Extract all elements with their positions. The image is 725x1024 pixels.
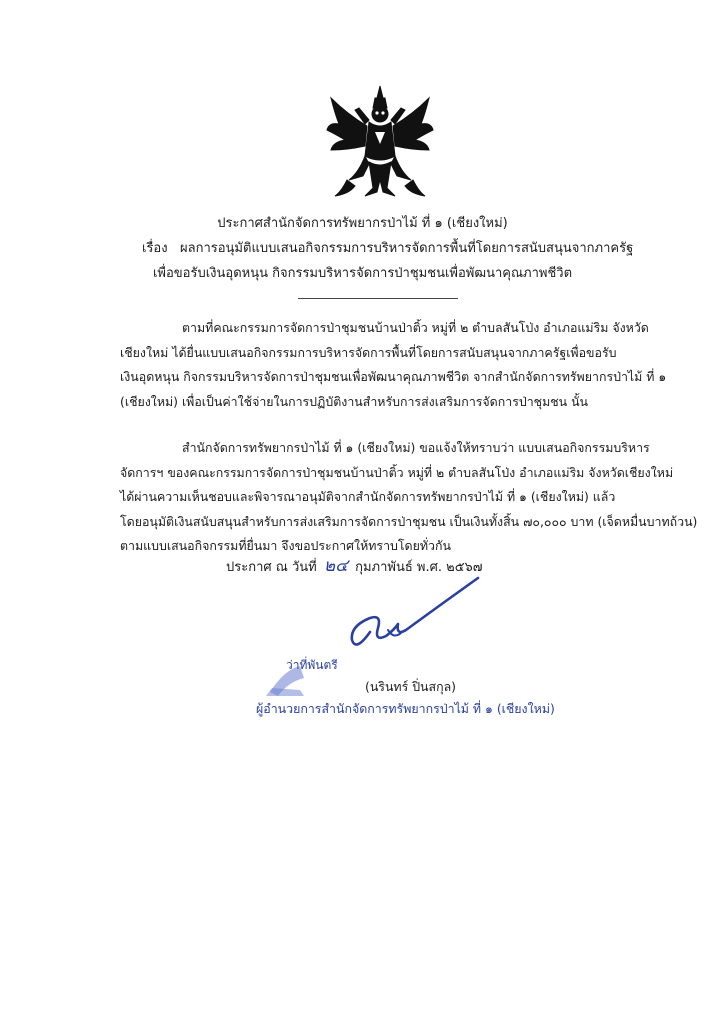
handwritten-day: ๒๔ [323, 556, 348, 576]
announcement-title: ประกาศสำนักจัดการทรัพยากรป่าไม้ ที่ ๑ (เชียงใหม่) [217, 216, 508, 231]
date-prefix: ประกาศ ณ วันที่ [226, 560, 317, 575]
paragraph-line: เชียงใหม่ ได้ยื่นแบบเสนอกิจกรรมการบริหารจัดการพื้นที่โดยการสนับสนุนจากภาครัฐเพื่อขอรับ [120, 344, 617, 360]
signer-title: ผู้อำนวยการสำนักจัดการทรัพยากรป่าไม้ ที่ ๑ (เชียงใหม่) [256, 701, 555, 716]
paragraph-line: โดยอนุมัติเงินสนับสนุนสำหรับการส่งเสริมการจัดการป่าชุมชน เป็นเงินทั้งสิ้น ๗๐,๐๐๐ บาท (เจ็ดหมื่นบาทถ้วน) [120, 513, 698, 529]
body-paragraph-2 [120, 436, 698, 559]
paragraph-line: เงินอุดหนุน กิจกรรมบริหารจัดการป่าชุมชนเพื่อพัฒนาคุณภาพชีวิต จากสำนักจัดการทรัพยากรป่าไม้ ที่ ๑ [120, 369, 667, 384]
paragraph-line: (เชียงใหม่) เพื่อเป็นค่าใช้จ่ายในการปฏิบัติงานสำหรับการส่งเสริมการจัดการป่าชุมชน นั้น [120, 393, 589, 409]
paragraph-line: ตามที่คณะกรรมการจัดการป่าชุมชนบ้านป่าติ้ว หมู่ที่ ๒ ตำบลสันโป่ง อำเภอแม่ริม จังหวัด [182, 320, 649, 335]
paragraph-line: ได้ผ่านความเห็นชอบและพิจารณาอนุมัติจากสำนักจัดการทรัพยากรป่าไม้ ที่ ๑ (เชียงใหม่) แล้ว [120, 489, 616, 504]
paragraph-line: สำนักจัดการทรัพยากรป่าไม้ ที่ ๑ (เชียงใหม่) ขอแจ้งให้ทราบว่า แบบเสนอกิจกรรมบริหาร [182, 440, 650, 455]
subject-text: ผลการอนุมัติแบบเสนอกิจกรรมการบริหารจัดการพื้นที่โดยการสนับสนุนจากภาครัฐ [180, 241, 634, 256]
subject-label: เรื่อง [142, 241, 168, 256]
paragraph-line: ตามแบบเสนอกิจกรรมที่ยื่นมา จึงขอประกาศให้ทราบโดยทั่วกัน [120, 538, 451, 553]
header-divider [298, 298, 458, 299]
garuda-emblem-icon [325, 84, 435, 202]
subject-continuation: เพื่อขอรับเงินอุดหนุน กิจกรรมบริหารจัดการป่าชุมชนเพื่อพัฒนาคุณภาพชีวิต [152, 266, 573, 281]
date-month-year: กุมภาพันธ์ พ.ศ. ๒๕๖๗ [355, 560, 483, 575]
paragraph-line: จัดการฯ ของคณะกรรมการจัดการป่าชุมชนบ้านป่าติ้ว หมู่ที่ ๒ ตำบลสันโป่ง อำเภอแม่ริม จังหวัดเชียงใหม่ [120, 464, 674, 480]
signer-name: (นรินทร์ ปิ่นสกุล) [365, 679, 457, 694]
handwritten-signature [336, 574, 486, 664]
rank-stamp-text: ว่าที่พันตรี [286, 658, 338, 672]
body-paragraph-1 [120, 316, 667, 414]
subject-line [142, 237, 702, 258]
